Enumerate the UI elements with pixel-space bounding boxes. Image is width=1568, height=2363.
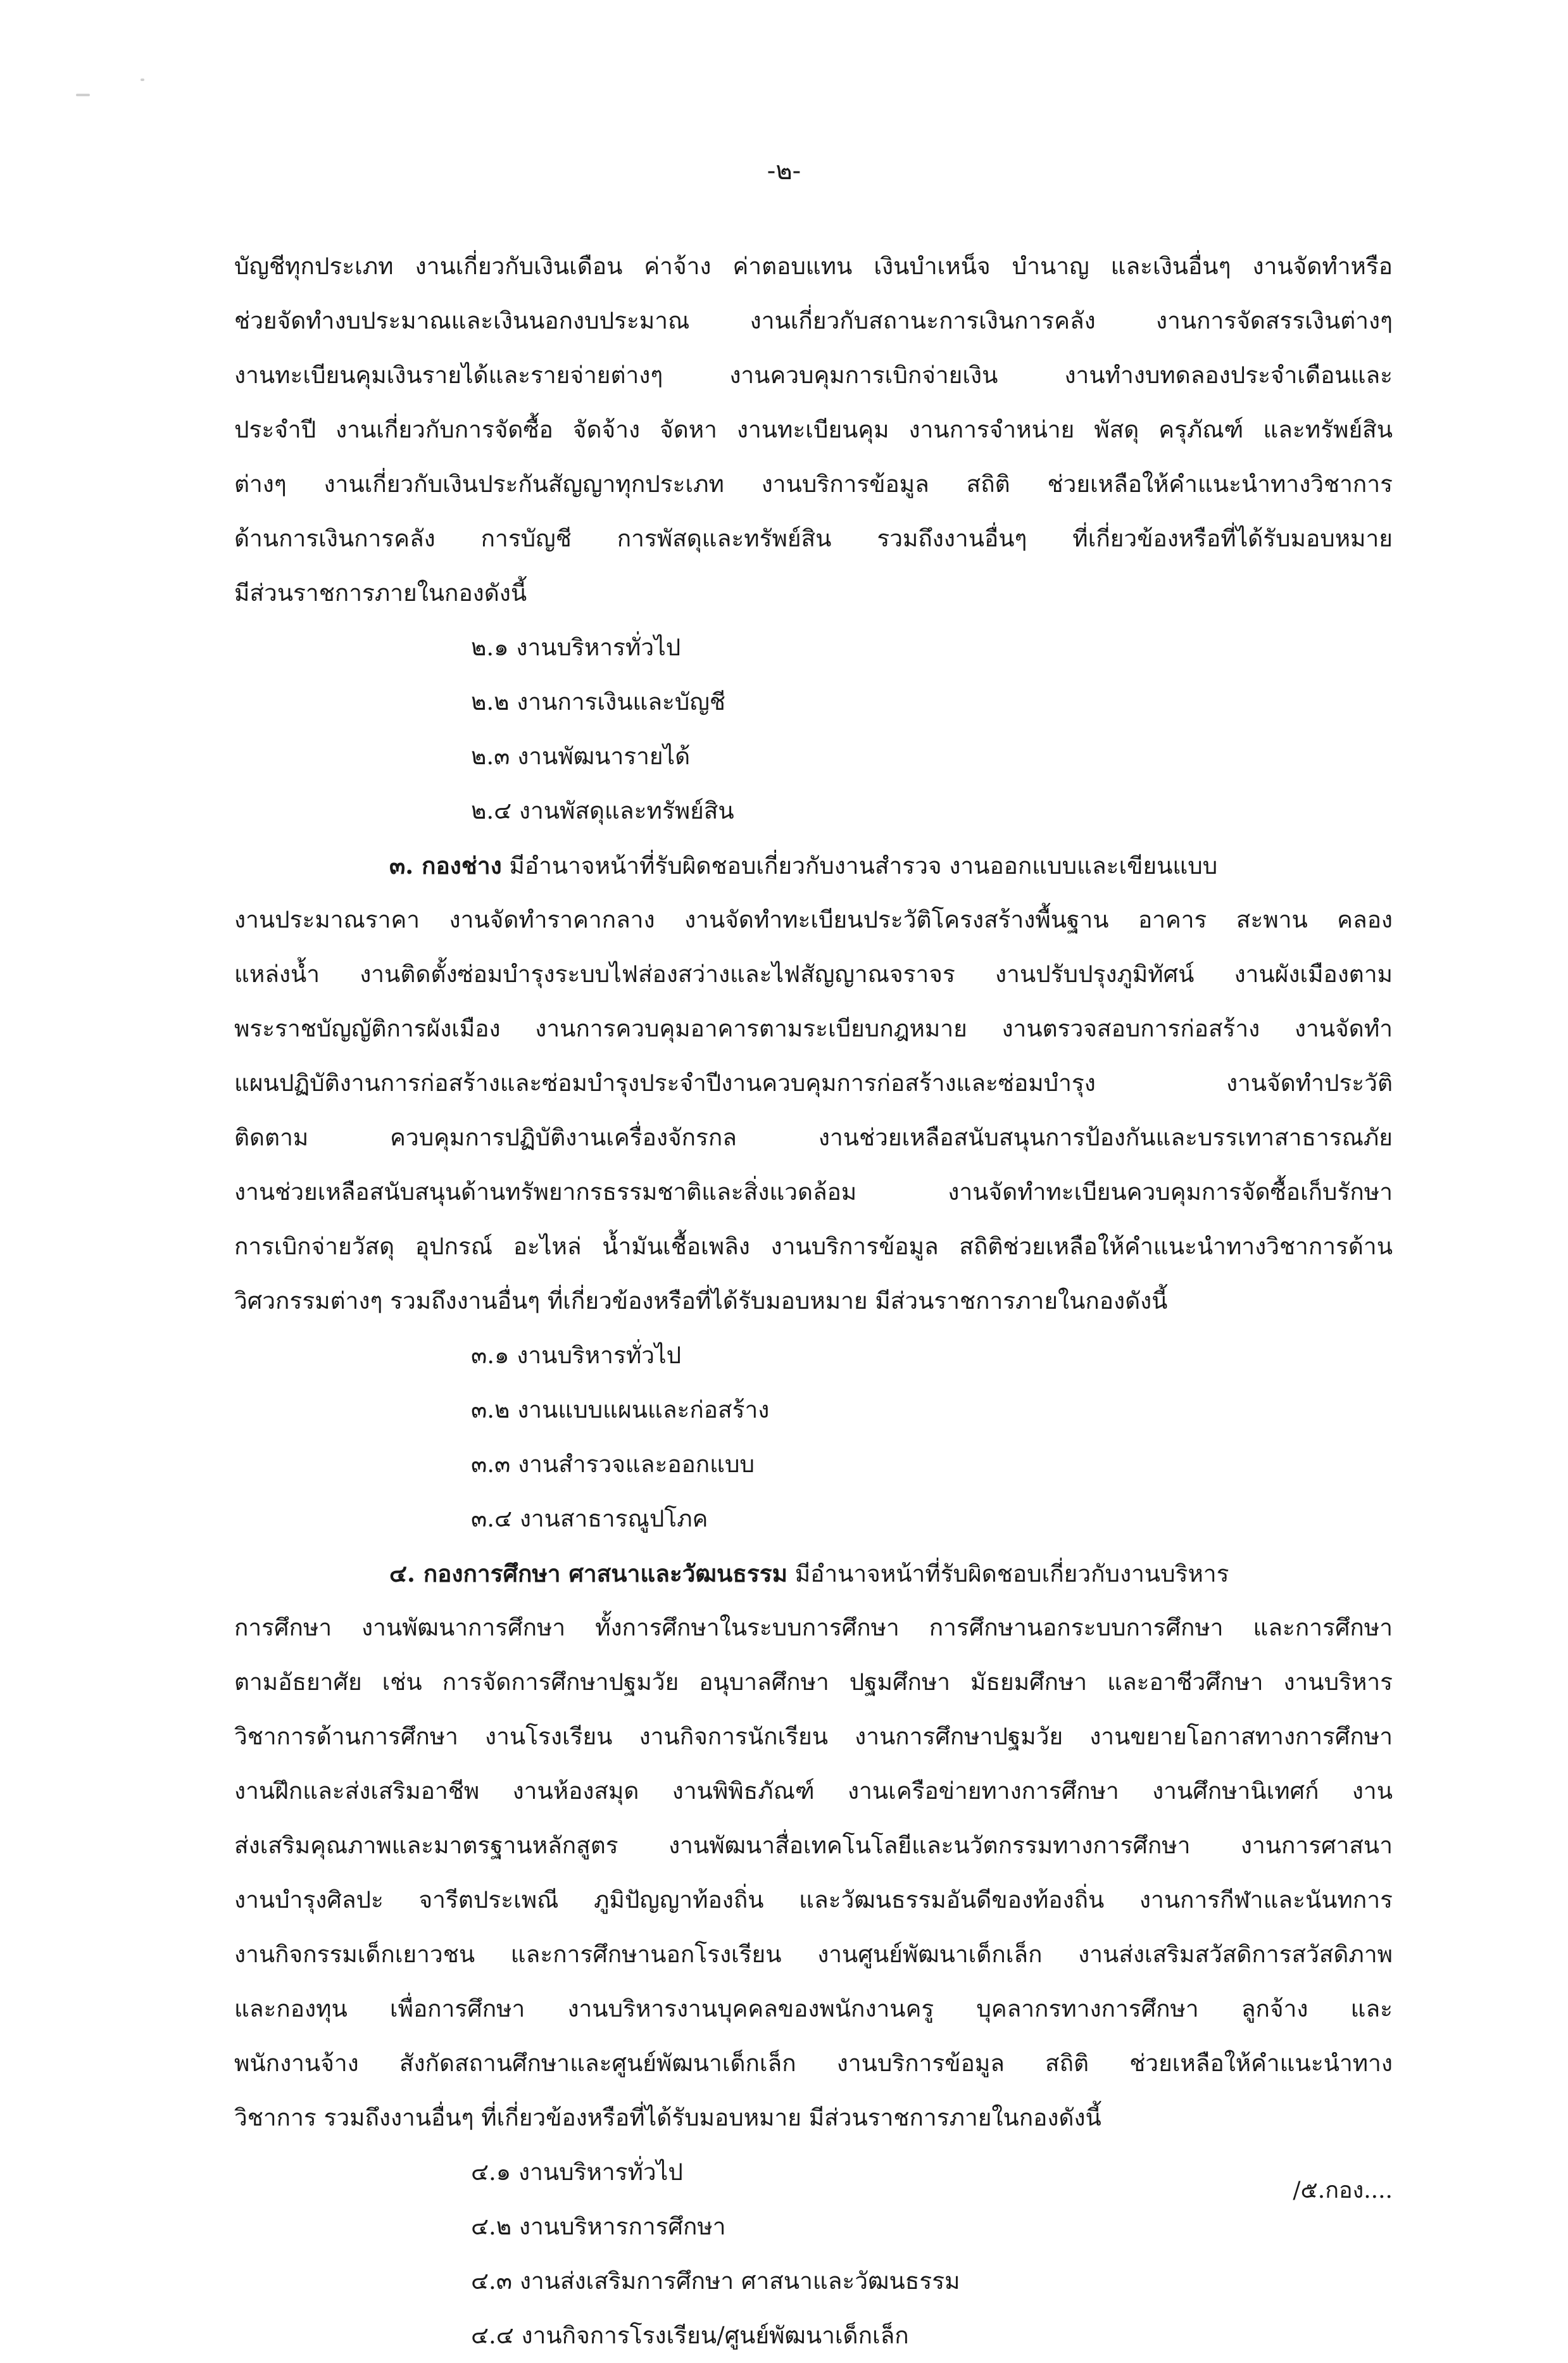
paragraph-line: ประจำปี งานเกี่ยวกับการจัดซื้อ จัดจ้าง จัดหา งานทะเบียนคุม งานการจำหน่าย พัสดุ ครุภัณฑ์ และทรัพย์สิน (234, 416, 1393, 443)
section-4-list (234, 2145, 1393, 2363)
paragraph-text: มีอำนาจหน้าที่รับผิดชอบเกี่ยวกับงานสำรวจ งานออกแบบและเขียนแบบ (501, 852, 1218, 879)
list-item: ๓.๒ งานแบบแผนและก่อสร้าง (471, 1396, 770, 1423)
paragraph-line: งานบำรุงศิลปะ จารีตประเพณี ภูมิปัญญาท้องถิ่น และวัฒนธรรมอันดีของท้องถิ่น งานการกีฬาและนันทการ (234, 1886, 1393, 1913)
paragraph-line: ด้านการเงินการคลัง การบัญชี การพัสดุและทรัพย์สิน รวมถึงงานอื่นๆ ที่เกี่ยวข้องหรือที่ได้รับมอบหมาย (234, 525, 1393, 552)
list-item: ๓.๓ งานสำรวจและออกแบบ (471, 1451, 755, 1478)
paragraph-line: บัญชีทุกประเภท งานเกี่ยวกับเงินเดือน ค่าจ้าง ค่าตอบแทน เงินบำเหน็จ บำนาญ และเงินอื่นๆ งานจัดทำหรือ (234, 253, 1393, 280)
list-item: ๓.๔ งานสาธารณูปโภค (471, 1505, 708, 1532)
section-4-paragraph (234, 1546, 1393, 2145)
paragraph-line: ต่างๆ งานเกี่ยวกับเงินประกันสัญญาทุกประเภท งานบริการข้อมูล สถิติ ช่วยเหลือให้คำแนะนำทางวิชาการ (234, 470, 1393, 498)
section-3-list (234, 1328, 1393, 1546)
paragraph-line: วิชาการด้านการศึกษา งานโรงเรียน งานกิจการนักเรียน งานการศึกษาปฐมวัย งานขยายโอกาสทางการศึกษา (234, 1723, 1393, 1750)
scan-mark (141, 79, 144, 81)
page-number: -๒- (767, 156, 801, 186)
list-item: ๔.๑ งานบริหารทั่วไป (471, 2158, 683, 2186)
scan-mark (76, 94, 90, 96)
list-item: ๔.๒ งานบริหารการศึกษา (471, 2213, 726, 2240)
section-3-heading: ๓. กองช่าง (389, 852, 502, 879)
paragraph-text: มีอำนาจหน้าที่รับผิดชอบเกี่ยวกับงานบริหาร (787, 1560, 1229, 1587)
paragraph-line: ตามอัธยาศัย เช่น การจัดการศึกษาปฐมวัย อนุบาลศึกษา ปฐมศึกษา มัธยมศึกษา และอาชีวศึกษา งานบริหาร (234, 1668, 1393, 1696)
paragraph-line: งานทะเบียนคุมเงินรายได้และรายจ่ายต่างๆ งานควบคุมการเบิกจ่ายเงิน งานทำงบทดลองประจำเดือนและ (234, 362, 1393, 389)
paragraph-line: ส่งเสริมคุณภาพและมาตรฐานหลักสูตร งานพัฒนาสื่อเทคโนโลยีและนวัตกรรมทางการศึกษา งานการศาสนา (234, 1832, 1393, 1859)
paragraph-line: มีส่วนราชการภายในกองดังนี้ (234, 579, 527, 607)
section-2-paragraph (234, 239, 1393, 621)
paragraph-line: วิศวกรรมต่างๆ รวมถึงงานอื่นๆ ที่เกี่ยวข้องหรือที่ได้รับมอบหมาย มีส่วนราชการภายในกองดังนี้ (234, 1287, 1168, 1314)
paragraph-line: พนักงานจ้าง สังกัดสถานศึกษาและศูนย์พัฒนาเด็กเล็ก งานบริการข้อมูล สถิติ ช่วยเหลือให้คำแนะนำทาง (234, 2050, 1393, 2077)
paragraph-line: การเบิกจ่ายวัสดุ อุปกรณ์ อะไหล่ น้ำมันเชื้อเพลิง งานบริการข้อมูล สถิติช่วยเหลือให้คำแนะนำทางวิชาการด้าน (234, 1233, 1393, 1260)
list-item: ๔.๔ งานกิจการโรงเรียน/ศูนย์พัฒนาเด็กเล็ก (471, 2322, 909, 2349)
list-item: ๓.๑ งานบริหารทั่วไป (471, 1342, 682, 1369)
list-item: ๔.๓ งานส่งเสริมการศึกษา ศาสนาและวัฒนธรรม (471, 2267, 960, 2295)
paragraph-line: และกองทุน เพื่อการศึกษา งานบริหารงานบุคคลของพนักงานครู บุคลากรทางการศึกษา ลูกจ้าง และ (234, 1995, 1393, 2022)
paragraph-line: พระราชบัญญัติการผังเมือง งานการควบคุมอาคารตามระเบียบกฎหมาย งานตรวจสอบการก่อสร้าง งานจัดทำ (234, 1015, 1393, 1042)
paragraph-line: งานกิจกรรมเด็กเยาวชน และการศึกษานอกโรงเรียน งานศูนย์พัฒนาเด็กเล็ก งานส่งเสริมสวัสดิการสวัสดิภาพ (234, 1941, 1393, 1968)
continuation-marker: /๕.กอง.... (1293, 2177, 1393, 2203)
paragraph-line: การศึกษา งานพัฒนาการศึกษา ทั้งการศึกษาในระบบการศึกษา การศึกษานอกระบบการศึกษา และการศึกษา (234, 1614, 1393, 1641)
paragraph-first-line (234, 1546, 1393, 1601)
paragraph-first-line (234, 838, 1393, 893)
list-item: ๒.๒ งานการเงินและบัญชี (471, 688, 726, 715)
paragraph-line: ช่วยจัดทำงบประมาณและเงินนอกงบประมาณ งานเกี่ยวกับสถานะการเงินการคลัง งานการจัดสรรเงินต่างๆ (234, 307, 1393, 334)
paragraph-line: งานช่วยเหลือสนับสนุนด้านทรัพยากรธรรมชาติและสิ่งแวดล้อม งานจัดทำทะเบียนควบคุมการจัดซื้อเก็บรักษา (234, 1178, 1393, 1206)
paragraph-line: งานประมาณราคา งานจัดทำราคากลาง งานจัดทำทะเบียนประวัติโครงสร้างพื้นฐาน อาคาร สะพาน คลอง (234, 906, 1393, 933)
paragraph-line: วิชาการ รวมถึงงานอื่นๆ ที่เกี่ยวข้องหรือที่ได้รับมอบหมาย มีส่วนราชการภายในกองดังนี้ (234, 2104, 1101, 2131)
paragraph-line: แผนปฏิบัติงานการก่อสร้างและซ่อมบำรุงประจำปีงานควบคุมการก่อสร้างและซ่อมบำรุง งานจัดทำประวัติ (234, 1069, 1393, 1097)
section-4-heading: ๔. กองการศึกษา ศาสนาและวัฒนธรรม (389, 1560, 787, 1587)
document-body (234, 239, 1393, 2363)
section-2-list (234, 621, 1393, 838)
section-3-paragraph (234, 838, 1393, 1328)
list-item: ๒.๓ งานพัฒนารายได้ (471, 743, 691, 770)
list-item: ๒.๑ งานบริหารทั่วไป (471, 634, 681, 661)
list-item: ๒.๔ งานพัสดุและทรัพย์สิน (471, 797, 734, 824)
paragraph-line: งานฝึกและส่งเสริมอาชีพ งานห้องสมุด งานพิพิธภัณฑ์ งานเครือข่ายทางการศึกษา งานศึกษานิเทศก์ งาน (234, 1777, 1393, 1805)
paragraph-line: ติดตาม ควบคุมการปฏิบัติงานเครื่องจักรกล งานช่วยเหลือสนับสนุนการป้องกันและบรรเทาสาธารณภัย (234, 1124, 1393, 1151)
paragraph-line: แหล่งน้ำ งานติดตั้งซ่อมบำรุงระบบไฟส่องสว่างและไฟสัญญาณจราจร งานปรับปรุงภูมิทัศน์ งานผังเมืองตาม (234, 961, 1393, 988)
